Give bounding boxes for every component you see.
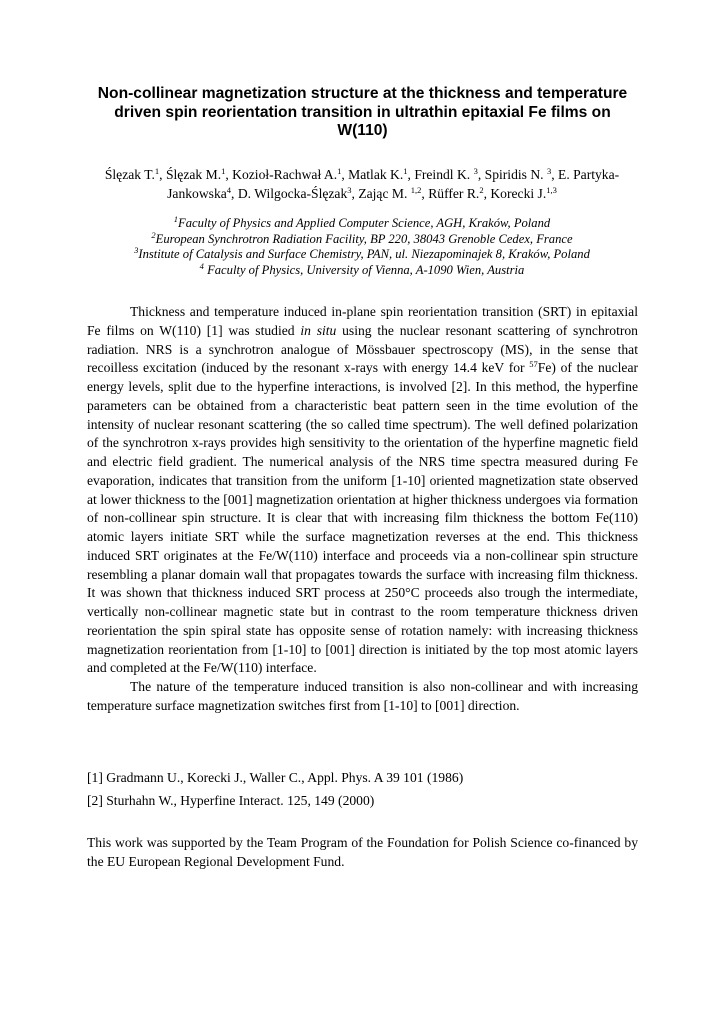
abstract-paragraph: The nature of the temperature induced transition is also non-collinear and with increasing temperature surface magnetization switches first from [1-10] to [001] direction. <box>87 679 638 713</box>
reference-item: [2] Sturhahn W., Hyperfine Interact. 125, 149 (2000) <box>87 792 375 808</box>
affiliation-list <box>86 216 638 278</box>
author: Ślęzak T.$^1$, <box>104 166 166 182</box>
abstract-body <box>87 303 638 716</box>
affiliation: $^1$Faculty of Physics and Applied Computer Science, AGH, Kraków, Poland <box>173 214 551 230</box>
author: Rüffer R.$^2$, <box>428 184 491 201</box>
author: Freindl K. $^3$, <box>414 166 485 182</box>
author: Matlak K.$^1$, <box>348 166 415 182</box>
author: Zając M. $^{1,2}$, <box>358 184 429 201</box>
reference-item: [1] Gradmann U., Korecki J., Waller C., Appl. Phys. A 39 101 (1986) <box>87 770 464 785</box>
author: Spiridis N. $^3$, <box>484 166 559 182</box>
author: D. Wilgocka-Ślęzak$^3$, <box>237 184 359 201</box>
author: Korecki J.$^{1,3}$ <box>490 184 557 201</box>
abstract-paragraph: Thickness and temperature induced in-plane spin reorientation transition (SRT) in epitaxial Fe films on W(110) [1] was studied in situ using the nuclear resonant scattering of synchrotron radiation. NRS is a synchrotron analogue of Mössbauer spectroscopy (MS), in the sense that recoilless excitation (induced by the resonant x-rays with energy 14.4 keV for $^{57}$Fe) of the nuclear energy levels, split due to the hyperfine interactions, is involved [2]. In this method, the hyperfine parameters can be obtained from a characteristic beat pattern seen in the time evolution of the intensity of nuclear resonant scattering (the so called time spectrum). The well defined polarization of the synchrotron x-rays provides high sensitivity to the orientation of the hyperfine magnetic field and electric field gradient. The numerical analysis of the NRS time spectra measured during Fe evaporation, indicates that transition from the uniform [1-10] oriented magnetization state observed at lower thickness to the [001] magnetization orientation at higher thickness undergoes via formation of non-collinear spin structure. It is clear that with increasing film thickness the bottom Fe(110) atomic layers initiate SRT while the surface magnetization reverses at the end. This thickness induced SRT originates at the Fe/W(110) interface and proceeds via a non-collinear spin structure resembling a planar domain wall that propagates towards the surface with increasing film thickness. It was shown that thickness induced SRT process at 250°C proceeds also trough the intermediate, vertically non-collinear magnetic state but in contrast to the room temperature thickness driven reorientation the spin spiral state has opposite sense of rotation namely: with increasing thickness magnetization reorientation from [1-10] to [001] direction is initiated by the top most atomic layers and completed at the Fe/W(110) interface. <box>87 304 639 676</box>
author: E. Partyka-Jankowska$^4$, <box>167 167 620 201</box>
author: Ślęzak M.$^1$, <box>165 166 233 182</box>
author-list <box>86 166 638 203</box>
affiliation: $^4$ Faculty of Physics, University of Vienna, A-1090 Wien, Austria <box>199 260 525 277</box>
author: Kozioł-Rachwał A.$^1$, <box>232 166 349 182</box>
affiliation: $^2$European Synchrotron Radiation Facility, BP 220, 38043 Grenoble Cedex, France <box>151 229 573 246</box>
acknowledgement: This work was supported by the Team Program of the Foundation for Polish Science co-financed by the EU European Regional Development Fund. <box>87 835 638 869</box>
reference-list <box>87 767 638 812</box>
paper-title: Non-collinear magnetization structure at the thickness and temperature driven spin reorientation transition in ultrathin epitaxial Fe films on W(110) <box>97 85 628 139</box>
affiliation: $^3$Institute of Catalysis and Surface Chemistry, PAN, ul. Niezapominajek 8, Kraków, Poland <box>134 245 590 261</box>
